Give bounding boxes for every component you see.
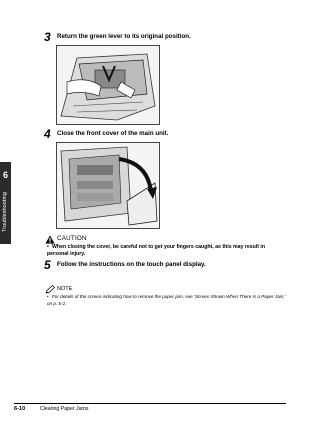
- note-title: NOTE: [57, 286, 73, 292]
- bullet-icon: •: [47, 244, 49, 250]
- step-3-text: Return the green lever to its original position.: [57, 33, 191, 40]
- caution-text-content: When closing the cover, be careful not to get your fingers caught, as this may result in personal injury.: [47, 244, 266, 257]
- illustration-front-cover: [57, 143, 159, 228]
- step-5-number: 5: [44, 258, 51, 272]
- note-text-content: For details of the screen indicating how to remove the paper jam, see 'Screen Shown When There Is a Paper Jam,' on p. 6-2.: [47, 294, 286, 306]
- caution-title: CAUTION: [57, 235, 87, 242]
- bullet-icon: •: [47, 294, 49, 299]
- page-number: 6-10: [14, 406, 26, 412]
- step-5-text: Follow the instructions on the touch panel display.: [57, 261, 206, 268]
- warning-icon: [45, 235, 55, 244]
- chapter-label: Troubleshooting: [2, 192, 8, 232]
- step-4-text: Close the front cover of the main unit.: [57, 130, 169, 137]
- illustration-lever: [57, 46, 159, 124]
- chapter-number: 6: [2, 170, 8, 180]
- note-pencil-icon: [45, 285, 55, 294]
- caution-text: [47, 244, 287, 258]
- figure-front-cover: [56, 142, 160, 229]
- figure-green-lever: [56, 45, 160, 125]
- footer-title: Clearing Paper Jams: [40, 406, 89, 412]
- step-4-number: 4: [44, 127, 51, 141]
- step-3-number: 3: [44, 30, 51, 44]
- footer-divider: [14, 403, 286, 404]
- note-text: [47, 294, 287, 307]
